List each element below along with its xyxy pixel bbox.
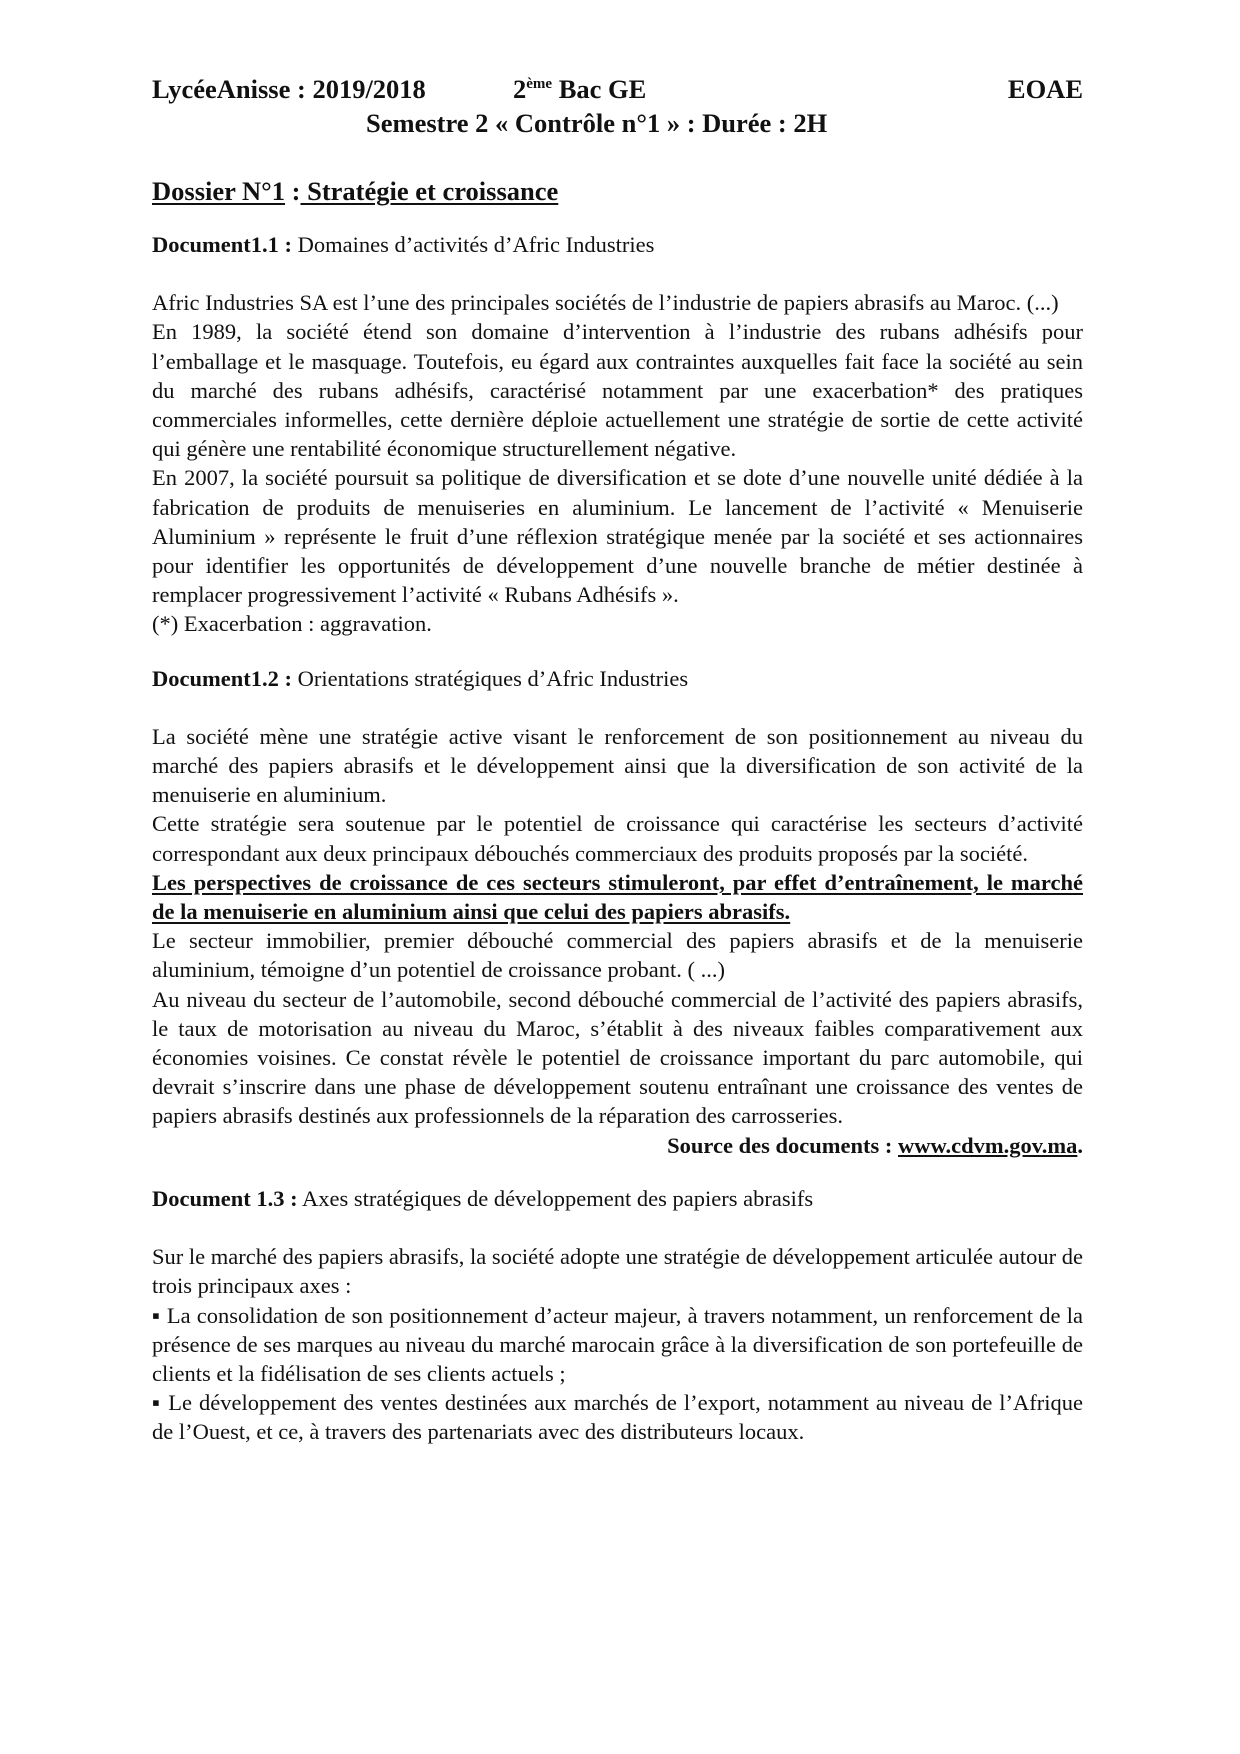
- documents-source: Source des documents : www.cdvm.gov.ma.: [667, 1132, 1083, 1158]
- header-line-2: [152, 106, 1083, 140]
- doc1-2-paragraph-2: Cette stratégie sera soutenue par le potentiel de croissance qui caractérise les secteurs d’activité correspondant aux deux principaux débouchés commerciaux des produits proposés par la société.: [152, 811, 1083, 866]
- header-line-1: [152, 72, 1083, 106]
- document-1-3-title: Document 1.3 : Axes stratégiques de développement des papiers abrasifs: [152, 1185, 814, 1211]
- doc1-1-footnote: (*) Exacerbation : aggravation.: [152, 611, 432, 637]
- source-link[interactable]: www.cdvm.gov.ma: [898, 1132, 1078, 1158]
- doc1-2-paragraph-4: Le secteur immobilier, premier débouché commercial des papiers abrasifs et de la menuiserie aluminium, témoigne d’un potentiel de croissance probant. ( ...): [152, 928, 1083, 983]
- school-year: LycéeAnisse : 2019/2018: [152, 74, 426, 104]
- document-page: [152, 72, 1083, 1447]
- doc1-3-bullet-1: ▪ La consolidation de son positionnement d’acteur majeur, à travers notamment, un renforcement de la présence de ses marques au niveau du marché marocain grâce à la diversification de son portefeuille de clients et la fidélisation de ses clients actuels ;: [152, 1302, 1083, 1386]
- doc1-1-paragraph-3: En 2007, la société poursuit sa politique de diversification et se dote d’une nouvelle unité dédiée à la fabrication de produits de menuiseries en aluminium. Le lancement de l’activité « Menuiserie Aluminium » représente le fruit d’une réflexion stratégique menée par la société et ses actionnaires pour identifier les opportunités de développement d’une nouvelle branche de métier destinée à remplacer progressivement l’activité « Rubans Adhésifs ».: [152, 465, 1083, 608]
- subject-code: EOAE: [1007, 74, 1083, 104]
- document-1-2-title: Document1.2 : Orientations stratégiques d’Afric Industries: [152, 665, 689, 691]
- doc1-3-bullet-2: ▪ Le développement des ventes destinées aux marchés de l’export, notamment au niveau de l’Afrique de l’Ouest, et ce, à travers des partenariats avec des distributeurs locaux.: [152, 1390, 1083, 1445]
- doc1-2-paragraph-5: Au niveau du secteur de l’automobile, second débouché commercial de l’activité des papiers abrasifs, le taux de motorisation au niveau du Maroc, s’établit à des niveaux faibles comparativement aux économies voisines. Ce constat révèle le potentiel de croissance important du parc automobile, qui devrait s’inscrire dans une phase de développement soutenu entraînant une croissance des ventes de papiers abrasifs destinés aux professionnels de la réparation des carrosseries.: [152, 986, 1083, 1129]
- doc1-3-paragraph-1: Sur le marché des papiers abrasifs, la société adopte une stratégie de développement articulée autour de trois principaux axes :: [152, 1244, 1083, 1299]
- doc1-1-paragraph-2: En 1989, la société étend son domaine d’intervention à l’industrie des rubans adhésifs pour l’emballage et le masquage. Toutefois, eu égard aux contraintes auxquelles fait face la société au sein du marché des rubans adhésifs, caractérisé notamment par une exacerbation* des pratiques commerciales informelles, cette dernière déploie actuellement une stratégie de sortie de cette activité qui génère une rentabilité économique structurellement négative.: [152, 319, 1083, 462]
- doc1-2-paragraph-1: La société mène une stratégie active visant le renforcement de son positionnement au niveau du marché des papiers abrasifs et le développement ainsi que la diversification de son activité de la menuiserie en aluminium.: [152, 723, 1083, 808]
- doc1-1-paragraph-1: Afric Industries SA est l’une des principales sociétés de l’industrie de papiers abrasifs au Maroc. (...): [152, 290, 1059, 316]
- exam-info: Semestre 2 « Contrôle n°1 » : Durée : 2H: [366, 108, 828, 138]
- doc1-2-highlighted-paragraph: Les perspectives de croissance de ces secteurs stimuleront, par effet d’entraînement, le marché de la menuiserie en aluminium ainsi que celui des papiers abrasifs.: [152, 869, 1083, 925]
- dossier-heading: Dossier N°1 : Stratégie et croissance: [152, 176, 559, 206]
- document-1-1-title: Document1.1 : Domaines d’activités d’Afric Industries: [152, 232, 655, 257]
- class-level: 2ème Bac GE: [513, 74, 647, 104]
